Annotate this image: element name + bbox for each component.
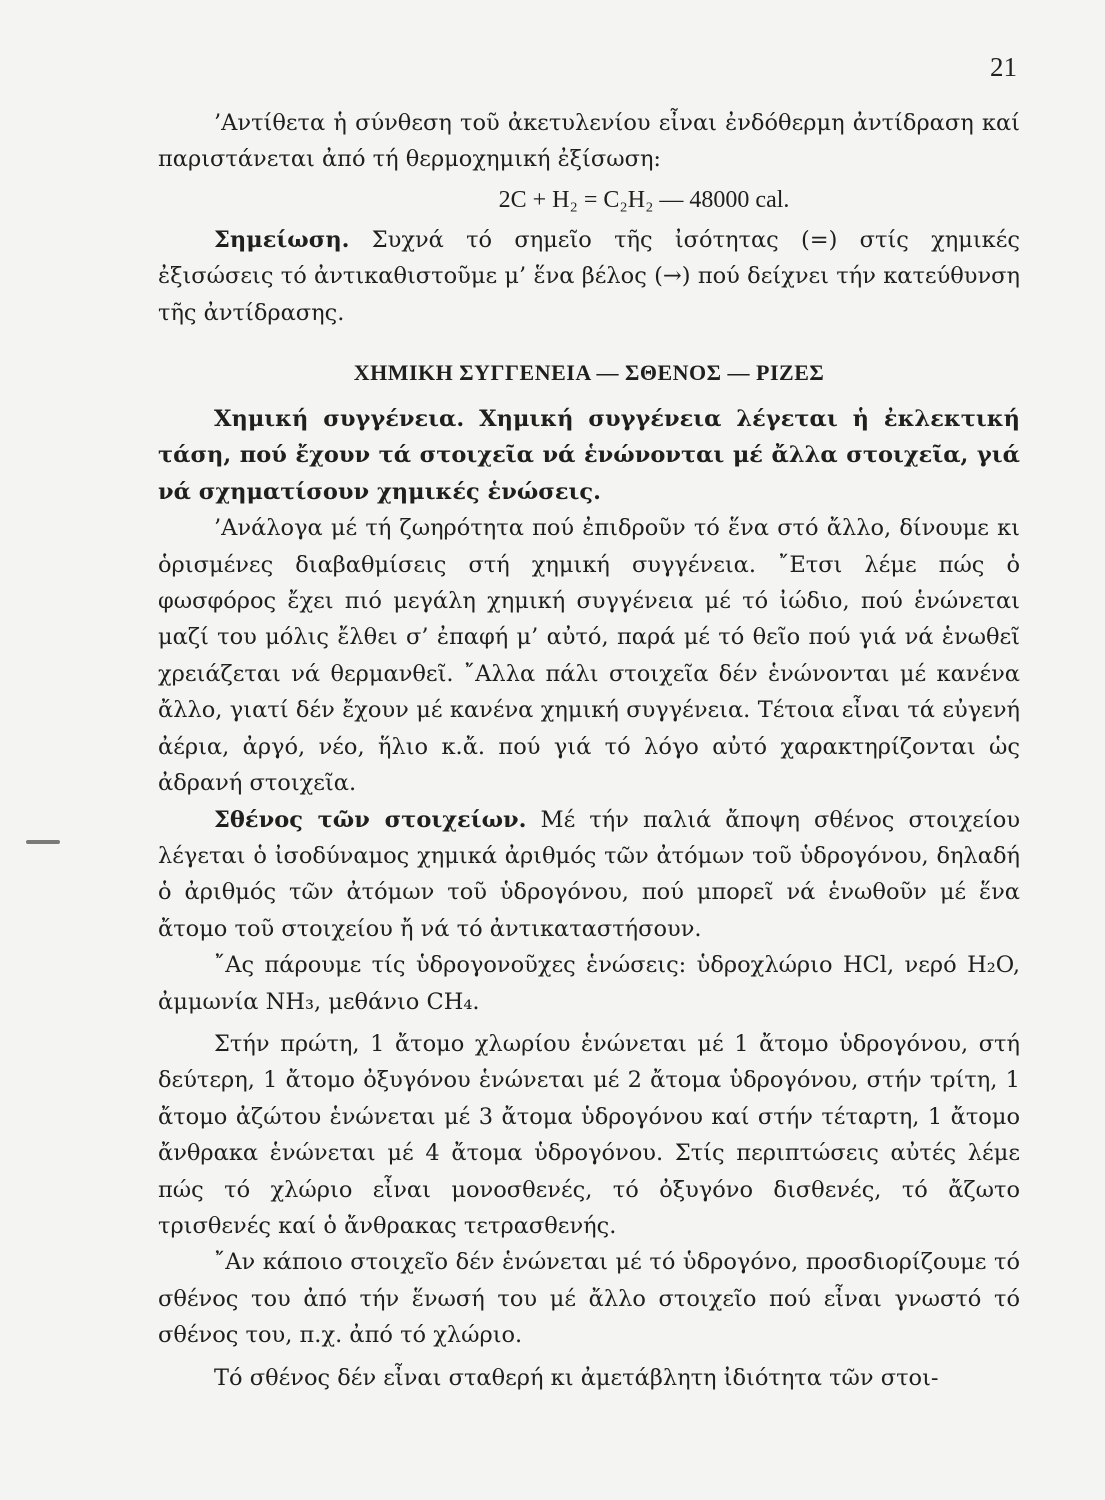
paragraph-note: [158, 222, 1020, 331]
thermochemical-equation: 2C + H₂ = C₂H₂ — 48000 cal.: [498, 186, 790, 213]
note-text: Συχνά τό σημεῖο τῆς ἰσότητας (=) στίς χημικές ἐξισώσεις τό ἀντικαθιστοῦμε μ’ ἕνα βέλος (→) πού δείχνει τήν κατεύθυνση τῆς ἀντίδρασης.: [158, 226, 1020, 326]
note-label: Σημείωση.: [214, 226, 350, 253]
affinity-label: Χημική συγγένεια.: [214, 406, 465, 433]
paragraph-valence-variable: Τό σθένος δέν εἶναι σταθερή κι ἀμετάβλητη ἰδιότητα τῶν στοι-: [214, 1364, 939, 1391]
paragraph-endothermic: ’Αντίθετα ἡ σύνθεση τοῦ ἀκετυλενίου εἶναι ἐνδόθερμη ἀντίδραση καί παριστάνεται ἀπό τή θερμοχημική ἐξίσωση:: [158, 110, 1020, 173]
affinity-definition: Χημική συγγένεια λέγεται ἡ ἐκλεκτική τάση, πού ἔχουν τά στοιχεῖα νά ἑνώνονται μέ ἄλλα στοιχεῖα, γιά νά σχηματίσουν χημικές ἑνώσεις.: [158, 406, 1021, 505]
valence-definition: Μέ τήν παλιά ἄποψη σθένος στοιχείου λέγεται ὁ ἰσοδύναμος χημικά ἀριθμός τῶν ἀτόμων τοῦ ὑδρογόνου, δηλαδή ὁ ἀριθμός τῶν ἀτόμων τοῦ ὑδρογόνου, πού μπορεῖ νά ἑνωθοῦν μέ ἕνα ἄτομο τοῦ στοιχείου ἤ νά τό ἀντικαταστήσουν.: [158, 806, 1020, 942]
margin-mark: [26, 840, 60, 844]
valence-label: Σθένος τῶν στοιχείων.: [214, 806, 527, 833]
paragraph-valence-definition: [158, 802, 1020, 948]
paragraph-valence-other: ῎Αν κάποιο στοιχεῖο δέν ἑνώνεται μέ τό ὑδρογόνο, προσδιορίζουμε τό σθένος του ἀπό τήν ἕνωσή του μέ ἄλλο στοιχεῖο πού εἶναι γνωστό τό σθένος του, π.χ. ἀπό τό χλώριο.: [158, 1249, 1020, 1349]
paragraph-hydrogen-compounds: ῎Ας πάρουμε τίς ὑδρογονοῦχες ἑνώσεις: ὑδροχλώριο HCl, νερό H₂O, ἀμμωνία NH₃, μεθάνιο CH₄.: [158, 952, 1020, 1015]
section-heading: ΧΗΜΙΚΗ ΣΥΓΓΕΝΕΙΑ — ΣΘΕΝΟΣ — ΡΙΖΕΣ: [353, 360, 825, 386]
page-body: [158, 105, 1020, 1396]
page-number: 21: [990, 52, 1017, 82]
paragraph-affinity-definition: [158, 401, 1020, 510]
paragraph-valence-examples: Στήν πρώτη, 1 ἄτομο χλωρίου ἑνώνεται μέ 1 ἄτομο ὑδρογόνου, στή δεύτερη, 1 ἄτομο ὀξυγόνου ἑνώνεται μέ 2 ἄτομα ὑδρογόνου, στήν τρίτη, 1 ἄτομο ἀζώτου ἑνώνεται μέ 3 ἄτομα ὑδρογόνου καί στήν τέταρτη, 1 ἄτομο ἄνθρακα ἑνώνεται μέ 4 ἄτομα ὑδρογόνου. Στίς περιπτώσεις αὐτές λέμε πώς τό χλώριο εἶναι μονοσθενές, τό ὀξυγόνο δισθενές, τό ἄζωτο τρισθενές καί ὁ ἄνθρακας τετρασθενής.: [158, 1030, 1020, 1239]
paragraph-affinity-degrees: ’Ανάλογα μέ τή ζωηρότητα πού ἐπιδροῦν τό ἕνα στό ἄλλο, δίνουμε κι ὁρισμένες διαβαθμίσεις στή χημική συγγένεια. ῎Ετσι λέμε πώς ὁ φωσφόρος ἔχει πιό μεγάλη χημική συγγένεια μέ τό ἰώδιο, πού ἑνώνεται μαζί του μόλις ἔλθει σ’ ἐπαφή μ’ αὐτό, παρά μέ τό θεῖο πού γιά νά ἑνωθεῖ χρειάζεται νά θερμανθεῖ. ῎Αλλα πάλι στοιχεῖα δέν ἑνώνονται μέ κανένα ἄλλο, γιατί δέν ἔχουν μέ κανένα χημική συγγένεια. Τέτοια εἶναι τά εὐγενή ἀέρια, ἀργό, νέο, ἥλιο κ.ἄ. πού γιά τό λόγο αὐτό χαρακτηρίζονται ὡς ἀδρανή στοιχεῖα.: [158, 515, 1020, 797]
